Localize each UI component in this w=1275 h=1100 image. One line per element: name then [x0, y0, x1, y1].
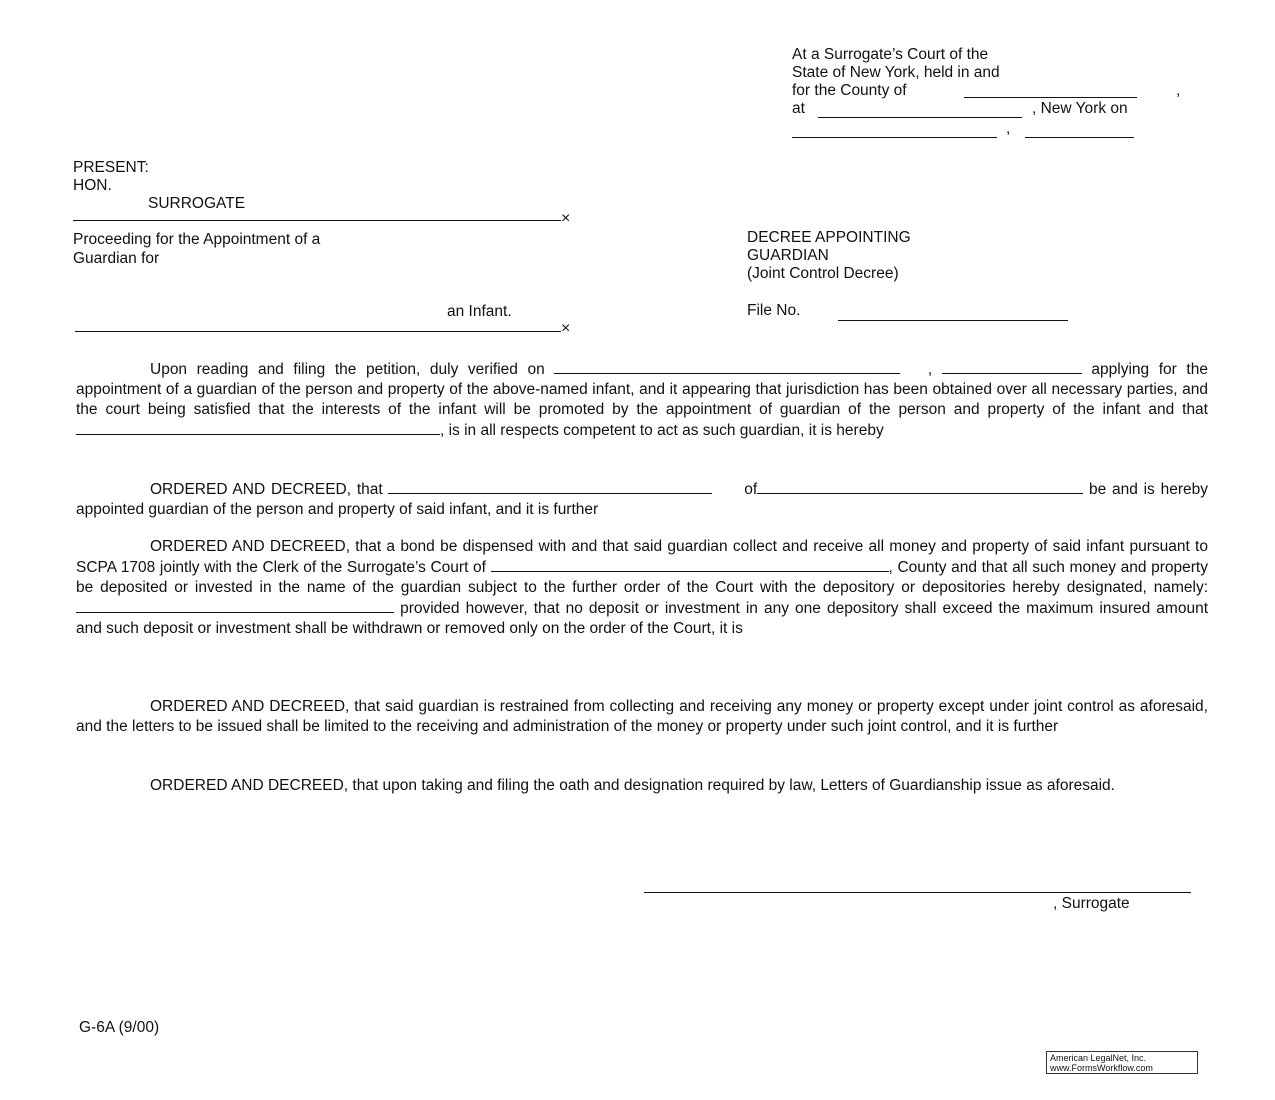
signature-line[interactable]: [644, 892, 1191, 893]
date-field[interactable]: [792, 137, 997, 138]
held-at-field[interactable]: [818, 117, 1022, 118]
court-header-line2: State of New York, held in and: [792, 64, 1000, 81]
p2-text-a: ORDERED AND DECREED, that: [150, 481, 383, 498]
paragraph-1: [76, 359, 1208, 441]
p5-text: ORDERED AND DECREED, that upon taking and filing the oath and designation required by law, Letters of Guardianship issue as aforesaid.: [150, 777, 1115, 794]
caption-x-mark: ×: [561, 210, 571, 227]
caption-line1: Proceeding for the Appointment of a: [73, 231, 321, 248]
file-no-field[interactable]: [838, 320, 1068, 321]
form-id: G-6A (9/00): [79, 1019, 160, 1036]
caption-bottom-rule: [75, 331, 561, 332]
appointed-guardian-field[interactable]: [388, 479, 712, 494]
p3-text-b: , County and that all such money and property be deposited or invested in the name of the guardian subject to the further order of the Court with the depository or depositories hereby designated, namely:: [76, 559, 1208, 596]
year-field[interactable]: [1025, 137, 1134, 138]
caption-x-mark: ×: [561, 320, 571, 337]
caption-line2: Guardian for: [73, 250, 160, 267]
decree-title-line2: GUARDIAN: [747, 247, 829, 264]
depository-field[interactable]: [76, 598, 394, 613]
paragraph-2: [76, 479, 1208, 520]
court-header-at: at: [792, 100, 805, 117]
p2-of: of: [744, 481, 758, 498]
present-label: PRESENT:: [73, 159, 149, 176]
publisher-website: www.FormsWorkflow.com: [1050, 1063, 1153, 1073]
p1-comma: ,: [927, 361, 933, 378]
publisher-name: American LegalNet, Inc.: [1050, 1053, 1147, 1063]
paragraph-3: [76, 537, 1208, 639]
court-header-new-york: , New York on: [1032, 100, 1128, 117]
paragraph-4: [76, 697, 1208, 737]
caption-top-rule: [73, 220, 561, 221]
hon-label: HON.: [73, 177, 112, 194]
county-court-field[interactable]: [491, 557, 889, 572]
county-field[interactable]: [964, 97, 1137, 98]
signature-label: , Surrogate: [1053, 895, 1130, 912]
court-header-line1: At a Surrogate’s Court of the: [792, 46, 989, 63]
p1-text-a: Upon reading and filing the petition, duly verified on: [150, 361, 545, 378]
guardian-name-field[interactable]: [76, 420, 440, 435]
p1-text-c: , is in all respects competent to act as such guardian, it is hereby: [440, 422, 884, 439]
p4-text: ORDERED AND DECREED, that said guardian is restrained from collecting and receiving any money or property except under joint control as aforesaid, and the letters to be issued shall be limited to the receiving and administration of the money or property under such joint control, and it is further: [76, 698, 1208, 735]
court-header-line3: for the County of: [792, 82, 907, 99]
petition-date-field[interactable]: [554, 359, 900, 374]
surrogate-label: SURROGATE: [148, 195, 246, 212]
paragraph-5: [76, 776, 1208, 796]
decree-title-line1: DECREE APPOINTING: [747, 229, 911, 246]
court-header-comma: ,: [1176, 82, 1181, 99]
file-no-label: File No.: [747, 302, 801, 319]
date-comma: ,: [1006, 120, 1011, 137]
publisher-logo: [1046, 1051, 1198, 1074]
p3-text-a: ORDERED AND DECREED, that a bond be dispensed with and that said guardian collect and receive all money and property of said infant pursuant to SCPA 1708 jointly with the Clerk of the Surrogate’s Court of: [76, 538, 1208, 576]
p2-text-b: be and is hereby appointed guardian of the person and property of said infant, and it is further: [76, 481, 1208, 518]
petition-year-field[interactable]: [942, 359, 1082, 374]
decree-title-line3: (Joint Control Decree): [747, 265, 899, 282]
p1-text-b: applying for the appointment of a guardian of the person and property of the above-named infant, and it appearing that jurisdiction has been obtained over all necessary parties, and the court being satisfied that the interests of the infant will be promoted by the appointment of guardian of the person and property of the infant and that: [76, 361, 1208, 418]
caption-infant: an Infant.: [447, 303, 512, 320]
guardian-address-field[interactable]: [757, 479, 1083, 494]
p3-text-c: provided however, that no deposit or investment in any one depository shall exceed the maximum insured amount and such deposit or investment shall be withdrawn or removed only on the order of the Court, it is: [76, 600, 1208, 637]
